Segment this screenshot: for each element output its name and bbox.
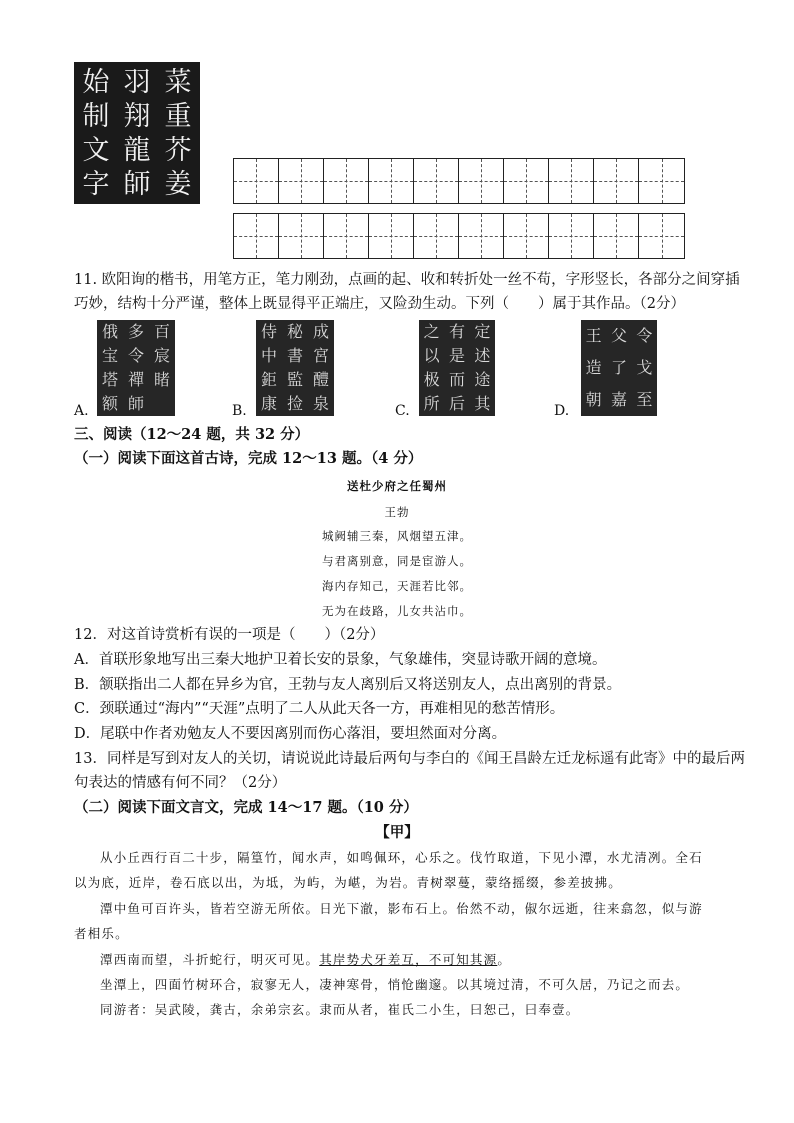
- passage-line: 潭中鱼可百许头，皆若空游无所依。日光下澈，影布石上。佁然不动，俶尔远逝，往来翕忽，似与游: [100, 901, 703, 916]
- passage-line: [100, 950, 511, 970]
- calligraphy-char: 中: [260, 346, 277, 365]
- calligraphy-column-1: [76, 66, 116, 202]
- writing-grid-1[interactable]: [233, 158, 685, 204]
- option-c-calligraphy-image[interactable]: [419, 320, 495, 416]
- grid-cell[interactable]: [594, 214, 639, 258]
- passage-jia-label: 【甲】: [375, 824, 419, 841]
- writing-grid-2[interactable]: [233, 213, 685, 259]
- calligraphy-char: 了: [610, 358, 627, 377]
- calligraphy-char: 百: [153, 322, 170, 341]
- calligraphy-char: 監: [286, 370, 303, 389]
- calligraphy-char: 禪: [127, 370, 144, 389]
- calligraphy-char: 醴: [312, 370, 329, 389]
- calligraphy-char: 宮: [312, 346, 329, 365]
- poem-author: 王勃: [384, 505, 410, 519]
- grid-cell[interactable]: [369, 214, 414, 258]
- poem-title: 送杜少府之任蜀州: [347, 479, 447, 493]
- calligraphy-column-3: [158, 66, 198, 202]
- calligraphy-char: 捡: [286, 394, 303, 413]
- calligraphy-char: 所: [423, 394, 440, 413]
- calligraphy-char: 文: [82, 135, 110, 166]
- calligraphy-char: 戈: [636, 358, 653, 377]
- calligraphy-char: 羽: [123, 67, 151, 98]
- calligraphy-char: 泉: [312, 394, 329, 413]
- calligraphy-char: 嘉: [610, 390, 627, 409]
- q12-option-b[interactable]: B．颔联指出二人都在异乡为官，王勃与友人离别后又将送别友人，点出离别的背景。: [74, 677, 622, 693]
- grid-cell[interactable]: [414, 159, 459, 203]
- calligraphy-char: 師: [123, 169, 151, 200]
- calligraphy-char: 令: [127, 346, 144, 365]
- calligraphy-char: 王: [585, 326, 602, 345]
- poem-line: 海内存知己，天涯若比邻。: [322, 579, 472, 593]
- calligraphy-char: 宸: [153, 346, 170, 365]
- calligraphy-char: 极: [423, 370, 440, 389]
- q12-option-c[interactable]: C．颈联通过“海内”“天涯”点明了二人从此天各一方，再难相见的愁苦情形。: [74, 701, 565, 717]
- calligraphy-char: 芥: [164, 135, 192, 166]
- grid-cell[interactable]: [459, 214, 504, 258]
- calligraphy-char: 述: [474, 346, 491, 365]
- grid-cell[interactable]: [549, 159, 594, 203]
- calligraphy-char: 康: [260, 394, 277, 413]
- grid-cell[interactable]: [504, 159, 549, 203]
- grid-cell[interactable]: [639, 214, 684, 258]
- calligraphy-char: 至: [636, 390, 653, 409]
- q11-stem-line2: 巧妙，结构十分严谨，整体上既显得平正端庄，又险劲生动。下列（ ）属于其作品。（2分）: [74, 296, 685, 312]
- passage-line: 者相乐。: [74, 926, 129, 941]
- calligraphy-char: 后: [448, 394, 465, 413]
- passage-text: 潭西南而望，斗折蛇行，明灭可见。: [100, 952, 320, 967]
- calligraphy-char: 父: [610, 326, 627, 345]
- calligraphy-char: 始: [82, 67, 110, 98]
- grid-cell[interactable]: [459, 159, 504, 203]
- calligraphy-char: 師: [127, 394, 144, 413]
- calligraphy-char: 令: [636, 326, 653, 345]
- calligraphy-char: 有: [448, 322, 465, 341]
- calligraphy-char: 额: [101, 394, 118, 413]
- calligraphy-char: 龍: [123, 135, 151, 166]
- part-1-heading: （一）阅读下面这首古诗，完成 12～13 题。（4 分）: [74, 450, 423, 467]
- grid-cell[interactable]: [414, 214, 459, 258]
- calligraphy-char: 以: [423, 346, 440, 365]
- calligraphy-char: 而: [448, 370, 465, 389]
- calligraphy-char: 制: [82, 101, 110, 132]
- calligraphy-char: 侍: [260, 322, 277, 341]
- passage-line: 以为底，近岸，卷石底以出，为坻，为屿，为嵁，为岩。青树翠蔓，蒙络摇缀，参差披拂。: [74, 875, 623, 890]
- calligraphy-char: 途: [474, 370, 491, 389]
- q13-stem-line2: 句表达的情感有何不同？（2分）: [74, 775, 287, 791]
- passage-line: 同游者：吴武陵，龚古，余弟宗玄。隶而从者，崔氏二小生，曰恕己，曰奉壹。: [100, 1002, 580, 1017]
- calligraphy-char: 宝: [101, 346, 118, 365]
- calligraphy-char: 多: [127, 322, 144, 341]
- poem-line: 城阙辅三秦，风烟望五津。: [322, 529, 472, 543]
- grid-cell[interactable]: [594, 159, 639, 203]
- calligraphy-char: 姜: [164, 169, 192, 200]
- calligraphy-column-2: [117, 66, 157, 202]
- calligraphy-char: 鉅: [260, 370, 277, 389]
- part-2-heading: （二）阅读下面文言文，完成 14～17 题。（10 分）: [74, 799, 418, 816]
- calligraphy-char: 定: [474, 322, 491, 341]
- grid-cell[interactable]: [279, 214, 324, 258]
- calligraphy-char: 之: [423, 322, 440, 341]
- option-c-label[interactable]: C.: [395, 403, 410, 419]
- q12-option-a[interactable]: A．首联形象地写出三秦大地护卫着长安的景象，气象雄伟，突显诗歌开阔的意境。: [74, 652, 607, 668]
- option-a-calligraphy-image[interactable]: [97, 320, 175, 416]
- grid-cell[interactable]: [639, 159, 684, 203]
- calligraphy-char: 字: [82, 169, 110, 200]
- grid-cell[interactable]: [369, 159, 414, 203]
- calligraphy-char: 成: [312, 322, 329, 341]
- calligraphy-char: 翔: [123, 101, 151, 132]
- calligraphy-char: 書: [286, 346, 303, 365]
- section-3-heading: 三、阅读（12～24 题，共 32 分）: [74, 426, 310, 443]
- option-b-label[interactable]: B.: [232, 403, 247, 419]
- grid-cell[interactable]: [549, 214, 594, 258]
- option-a-label[interactable]: A.: [74, 403, 89, 419]
- underlined-sentence: 其岸势犬牙差互，不可知其源: [319, 952, 498, 967]
- option-d-label[interactable]: D.: [554, 403, 570, 419]
- q11-stem-line1: 11. 欧阳询的楷书，用笔方正，笔力刚劲，点画的起、收和转折处一丝不苟，字形竖长，各部分之间穿插: [74, 272, 740, 288]
- calligraphy-char: 是: [448, 346, 465, 365]
- grid-cell[interactable]: [234, 159, 279, 203]
- q12-stem: 12．对这首诗赏析有误的一项是（ ）（2分）: [74, 627, 385, 643]
- grid-cell[interactable]: [234, 214, 279, 258]
- calligraphy-char: 睹: [153, 370, 170, 389]
- poem-line: 与君离别意，同是宦游人。: [322, 554, 472, 568]
- calligraphy-char: 菜: [164, 67, 192, 98]
- option-d-calligraphy-image[interactable]: [581, 320, 657, 416]
- q12-option-d[interactable]: D．尾联中作者劝勉友人不要因离别而伤心落泪，要坦然面对分离。: [74, 726, 507, 742]
- grid-cell[interactable]: [324, 214, 369, 258]
- grid-cell[interactable]: [279, 159, 324, 203]
- passage-line: 坐潭上，四面竹树环合，寂寥无人，凄神寒骨，悄怆幽邃。以其境过清，不可久居，乃记之而去。: [100, 977, 690, 992]
- option-b-calligraphy-image[interactable]: [256, 320, 334, 416]
- calligraphy-char: 其: [474, 394, 491, 413]
- passage-line: 从小丘西行百二十步，隔篁竹，闻水声，如鸣佩环，心乐之。伐竹取道，下见小潭，水尤清冽。全石: [100, 850, 703, 865]
- calligraphy-char: 朝: [585, 390, 602, 409]
- calligraphy-char: 塔: [101, 370, 118, 389]
- poem-line: 无为在歧路，儿女共沾巾。: [322, 604, 472, 618]
- grid-cell[interactable]: [504, 214, 549, 258]
- calligraphy-char: 秘: [286, 322, 303, 341]
- calligraphy-char: 造: [585, 358, 602, 377]
- q13-stem-line1: 13．同样是写到对友人的关切，请说说此诗最后两句与李白的《闻王昌龄左迁龙标遥有此寄》中的最后两: [74, 751, 745, 767]
- grid-cell[interactable]: [324, 159, 369, 203]
- passage-text: 。: [497, 952, 512, 967]
- calligraphy-char: 重: [164, 101, 192, 132]
- calligraphy-char: 俄: [101, 322, 118, 341]
- calligraphy-image: [74, 62, 200, 204]
